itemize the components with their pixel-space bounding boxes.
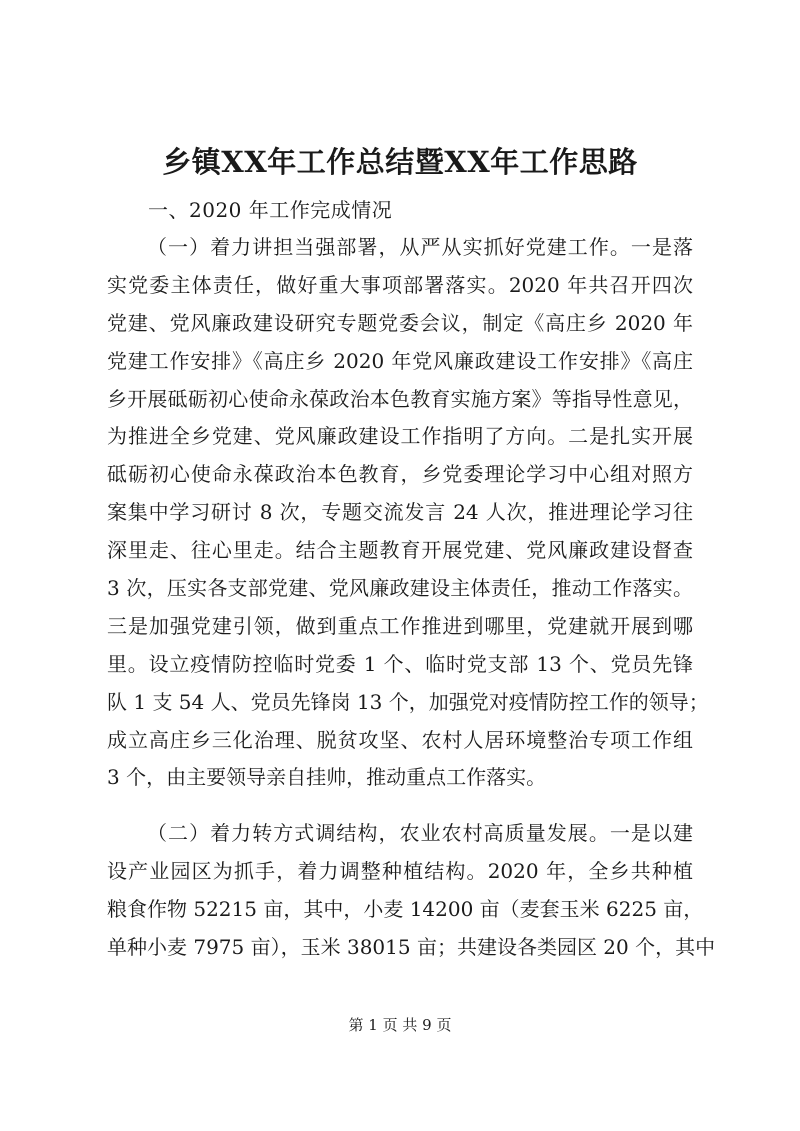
- paragraph-line: （一）着力讲担当强部署，从严从实抓好党建工作。一是落: [147, 235, 693, 259]
- paragraph-line: 队 1 支 54 人、党员先锋岗 13 个，加强党对疫情防控工作的领导；: [107, 689, 709, 714]
- paragraph-line: 实党委主体责任，做好重大事项部署落实。2020 年共召开四次: [107, 272, 693, 297]
- paragraph-line: （二）着力转方式调结构，农业农村高质量发展。一是以建: [147, 821, 693, 845]
- paragraph-line: 3 个，由主要领导亲自挂帅，推动重点工作落实。: [107, 765, 547, 790]
- document-title: 乡镇XX年工作总结暨XX年工作思路: [162, 145, 638, 179]
- section-heading: 一、2020 年工作完成情况: [148, 198, 393, 222]
- paragraph-line: 为推进全乡党建、党风廉政建设工作指明了方向。二是扎实开展: [107, 424, 693, 449]
- paragraph-1: [107, 229, 709, 797]
- paragraph-line: 乡开展砥砺初心使命永葆政治本色教育实施方案》等指导性意见，: [107, 386, 693, 411]
- paragraph-line: 里。设立疫情防控临时党委 1 个、临时党支部 13 个、党员先锋: [107, 651, 693, 676]
- paragraph-line: 砥砺初心使命永葆政治本色教育，乡党委理论学习中心组对照方: [107, 462, 693, 487]
- paragraph-line: 深里走、往心里走。结合主题教育开展党建、党风廉政建设督查: [107, 538, 693, 563]
- page-footer: 第 1 页 共 9 页: [348, 1016, 452, 1034]
- paragraph-line: 三是加强党建引领，做到重点工作推进到哪里，党建就开展到哪: [107, 613, 693, 638]
- paragraph-line: 3 次，压实各支部党建、党风廉政建设主体责任，推动工作落实。: [107, 576, 693, 601]
- paragraph-2: [107, 815, 716, 967]
- paragraph-line: 案集中学习研讨 8 次，专题交流发言 24 人次，推进理论学习往: [107, 500, 693, 525]
- paragraph-line: 党建工作安排》《高庄乡 2020 年党风廉政建设工作安排》《高庄: [107, 348, 693, 373]
- paragraph-line: 设产业园区为抓手，着力调整种植结构。2020 年，全乡共种植: [107, 858, 693, 883]
- paragraph-line: 粮食作物 52215 亩，其中，小麦 14200 亩（麦套玉米 6225 亩，: [107, 896, 704, 921]
- paragraph-line: 成立高庄乡三化治理、脱贫攻坚、农村人居环境整治专项工作组: [107, 727, 693, 752]
- paragraph-line: 党建、党风廉政建设研究专题党委会议，制定《高庄乡 2020 年: [107, 310, 693, 335]
- paragraph-line: 单种小麦 7975 亩），玉米 38015 亩；共建设各类园区 20 个，其中: [107, 934, 716, 959]
